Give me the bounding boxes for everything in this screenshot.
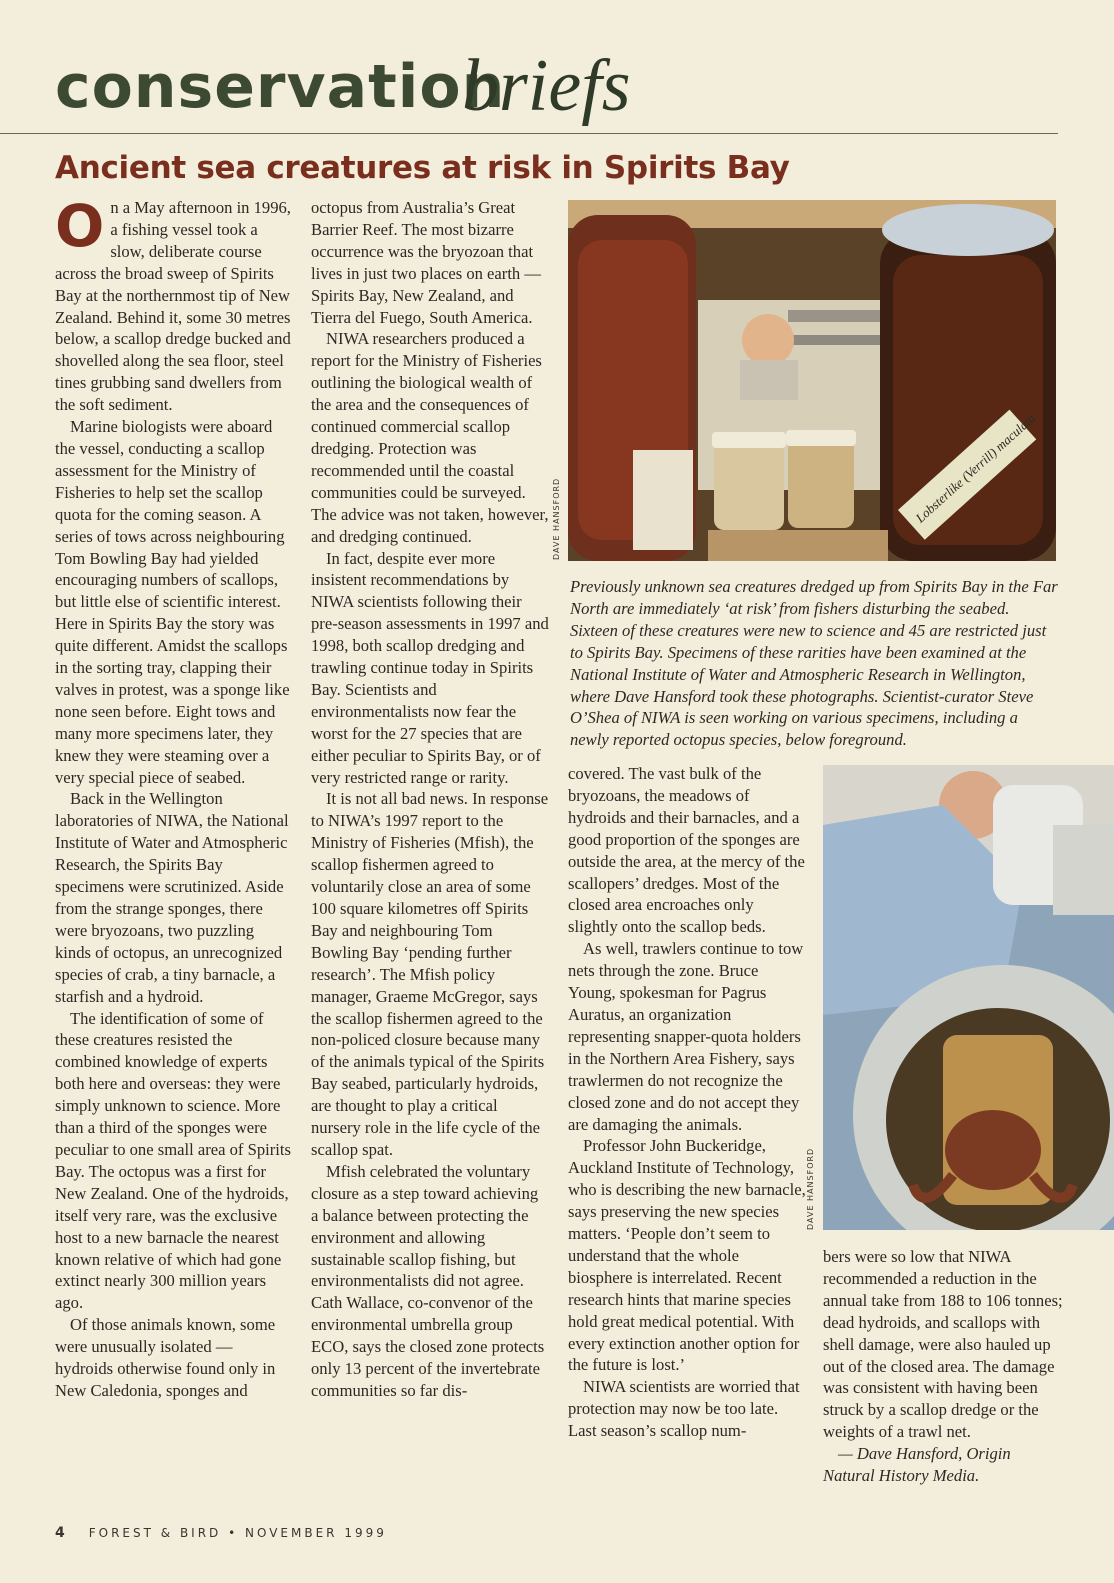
microscope-photo: [823, 765, 1114, 1230]
article-column-2: [311, 197, 549, 1402]
paragraph: covered. The vast bulk of the bryozoans, the meadows of hydroids and their barnacles, and a good proportion of the sponges are outside the area, at the mercy of the scallopers’ dredges. Most of the closed area encroaches only slightly onto the scallop beds.: [568, 764, 805, 937]
article-headline: Ancient sea creatures at risk in Spirits Bay: [55, 150, 790, 186]
article-column-4: [823, 1246, 1063, 1487]
photo-credit: DAVE HANSFORD: [806, 1147, 815, 1230]
microscope-illustration: [823, 765, 1114, 1230]
paragraph: octopus from Australia’s Great Barrier Reef. The most bizarre occurrence was the bryozoan that lives in just two places on earth — Spirits Bay, New Zealand, and Tierra del Fuego, South America.: [311, 198, 541, 327]
photo-credit: DAVE HANSFORD: [552, 477, 561, 560]
paragraph: Of those animals known, some were unusually isolated — hydroids otherwise found only in New Caledonia, sponges and: [55, 1315, 276, 1400]
masthead-title: conservation: [55, 52, 506, 122]
article-column-1: [55, 192, 291, 1402]
paragraph: Back in the Wellington laboratories of NIWA, the National Institute of Water and Atmospheric Research, the Spirits Bay specimens were scrutinized. Aside from the strange sponges, there were bryozoans, two puzzling kinds of octopus, an unrecognized species of crab, a tiny barnacle, a starfish and a hydroid.: [55, 789, 289, 1006]
paragraph: NIWA scientists are worried that protection may now be too late. Last season’s scallop num-: [568, 1377, 800, 1441]
paragraph: In fact, despite ever more insistent recommendations by NIWA scientists following their pre-season assessments in 1997 and 1998, both scallop dredging and trawling continue today in Spirits Bay. Scientists and environmentalists now fear the worst for the 27 species that are either peculiar to Spirits Bay, or of very restricted range or rarity.: [311, 548, 549, 787]
paragraph: bers were so low that NIWA recommended a reduction in the annual take from 188 to 106 tonnes; dead hydroids, and scallops with shell damage, were also hauled up out of the closed area. The damage was consistent with having been struck by a scallop dredge or the weights of a trawl net.: [823, 1247, 1063, 1442]
paragraph: The identification of some of these creatures resisted the combined knowledge of experts both here and overseas: they were simply unknown to science. More than a third of the sponges were peculiar to one small area of Spirits Bay. The octopus was a first for New Zealand. One of the hydroids, itself very rare, was the exclusive host to a new barnacle the nearest known relative of which had gone extinct nearly 300 million years ago.: [55, 1008, 291, 1313]
jar-label-text: Lobsterlike (Verrill) maculata: [912, 410, 1039, 526]
specimen-jars-illustration: [568, 200, 1056, 561]
byline: — Dave Hansford, Origin Natural History Media.: [823, 1444, 1011, 1486]
specimen-jars-photo: [568, 200, 1056, 561]
publication-info: FOREST & BIRD • NOVEMBER 1999: [88, 1526, 387, 1540]
article-column-3: [568, 763, 806, 1442]
paragraph: As well, trawlers continue to tow nets through the zone. Bruce Young, spokesman for Pagrus Auratus, an organization representing snapper-quota holders in the Northern Area Fishery, says trawlermen do not recognize the closed zone and do not accept they are damaging the animals.: [568, 939, 804, 1134]
photo-caption: Previously unknown sea creatures dredged up from Spirits Bay in the Far North are immediately ‘at risk’ from fishers disturbing the seabed. Sixteen of these creatures were new to science and 45 are restricted just to Spirits Bay. Specimens of these rarities have been examined at the National Institute of Water and Atmospheric Research in Wellington, where Dave Hansford took these photographs. Scientist-curator Steve O’Shea of NIWA is seen working on various specimens, including a newly reported octopus species, below foreground.: [570, 577, 1058, 750]
paragraph: n a May afternoon in 1996, a fishing vessel took a slow, deliberate course across the broad sweep of Spirits Bay at the northernmost tip of New Zealand. Behind it, some 30 metres below, a scallop dredge bucked and shovelled along the sea floor, steel tines grubbing sand dwellers from the soft sediment.: [55, 198, 291, 415]
paragraph: It is not all bad news. In response to NIWA’s 1997 report to the Ministry of Fisheries (Mfish), the scallop fishermen agreed to voluntarily close an area of some 100 square kilometres off Spirits Bay and neighbouring Tom Bowling Bay ‘pending further research’. The Mfish policy manager, Graeme McGregor, says the scallop fishermen agreed to the non-policed closure because many of the animals typical of the Spirits Bay seabed, particularly hydroids, are thought to play a critical nursery role in the life cycle of the scallop spat.: [311, 789, 549, 1159]
page-footer: [55, 1525, 387, 1541]
paragraph: Mfish celebrated the voluntary closure as a step toward achieving a balance between protecting the environment and allowing sustainable scallop fishing, but environmentalists did not agree. Cath Wallace, co-convenor of the environmental umbrella group ECO, says the closed zone protects only 13 percent of the invertebrate communities so far dis-: [311, 1161, 545, 1400]
paragraph: Marine biologists were aboard the vessel, conducting a scallop assessment for the Ministry of Fisheries to help set the scallop quota for the coming season. A series of tows across neighbouring Tom Bowling Bay had yielded encouraging numbers of scallops, but little else of scientific interest. Here in Spirits Bay the story was quite different. Amidst the scallops in the sorting tray, clapping their valves in protest, was a sponge like none seen before. Eight tows and many more specimens later, they knew they were steaming over a very special piece of seabed.: [55, 417, 290, 787]
page-number: 4: [55, 1525, 65, 1541]
paragraph: Professor John Buckeridge, Auckland Institute of Technology, who is describing the new barnacle, says preserving the new species matters. ‘People don’t seem to understand that the whole biosphere is interrelated. Recent research hints that marine species hold great medical potential. With every extinction another option for the future is lost.’: [568, 1136, 806, 1375]
masthead-subtitle: briefs: [462, 45, 631, 127]
header-rule: [0, 133, 1058, 134]
drop-cap: O: [55, 192, 105, 260]
paragraph: NIWA researchers produced a report for the Ministry of Fisheries outlining the biological wealth of the area and the consequences of continued commercial scallop dredging. Protection was recommended until the coastal communities could be surveyed. The advice was not taken, however, and dredging continued.: [311, 329, 549, 546]
